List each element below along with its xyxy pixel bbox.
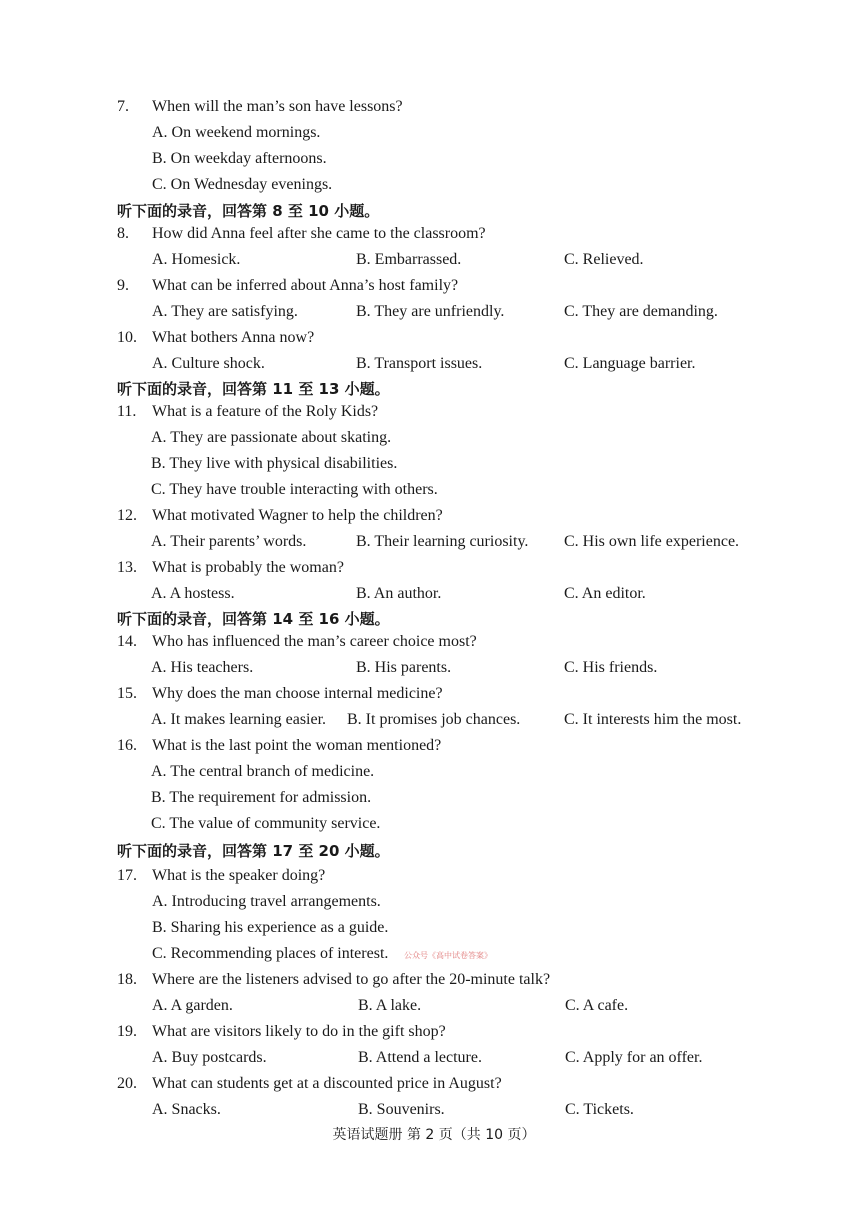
option: B. Transport issues. [356,355,483,372]
question-text: Where are the listeners advised to go after the 20-minute talk? [152,971,551,988]
option: B. Embarrassed. [356,251,462,268]
question-number: 9. [117,277,129,294]
section-instruction: 听下面的录音，回答第 11 至 13 小题。 [117,380,390,398]
option: B. A lake. [358,997,422,1014]
question-number: 13. [117,559,137,576]
question-8 [117,224,486,244]
option: A. A garden. [152,997,233,1014]
question-text: What is a feature of the Roly Kids? [152,403,379,420]
question-text: What is the speaker doing? [152,867,326,884]
question-text: How did Anna feel after she came to the classroom? [152,225,486,242]
question-text: What can be inferred about Anna’s host family? [152,277,459,294]
option: C. A cafe. [565,997,629,1014]
option: B. Attend a lecture. [358,1049,482,1066]
option: C. His friends. [564,659,658,676]
option: A. His teachers. [151,659,254,676]
option: A. Their parents’ words. [151,533,307,550]
option: B. His parents. [356,659,452,676]
question-number: 17. [117,867,137,884]
question-number: 19. [117,1023,137,1040]
option: A. It makes learning easier. [151,711,327,728]
option: B. Souvenirs. [358,1101,445,1118]
option: A. The central branch of medicine. [151,763,375,780]
option: A. Introducing travel arrangements. [152,893,381,910]
question-11 [117,402,379,422]
option: A. On weekend mornings. [152,124,321,141]
question-number: 12. [117,507,137,524]
question-13 [117,558,344,578]
section-instruction: 听下面的录音，回答第 17 至 20 小题。 [117,842,390,860]
option: B. They live with physical disabilities. [151,455,398,472]
question-number: 16. [117,737,137,754]
option: A. Snacks. [152,1101,221,1118]
option: A. A hostess. [151,585,235,602]
option: C. It interests him the most. [564,711,742,728]
question-number: 18. [117,971,137,988]
question-15 [117,684,443,704]
question-number: 14. [117,633,137,650]
option: B. The requirement for admission. [151,789,372,806]
question-19 [117,1022,446,1042]
option: C. The value of community service. [151,815,381,832]
option: A. They are passionate about skating. [151,429,392,446]
question-12 [117,506,443,526]
option: C. His own life experience. [564,533,740,550]
question-9 [117,276,459,296]
question-text: Who has influenced the man’s career choice most? [152,633,477,650]
section-instruction: 听下面的录音，回答第 14 至 16 小题。 [117,610,390,628]
option: C. Language barrier. [564,355,696,372]
question-17 [117,866,326,886]
question-text: What motivated Wagner to help the children? [152,507,443,524]
question-text: What are visitors likely to do in the gift shop? [152,1023,446,1040]
option: C. Relieved. [564,251,644,268]
question-text: What can students get at a discounted price in August? [152,1075,502,1092]
question-7 [117,97,403,117]
option: B. Sharing his experience as a guide. [152,919,389,936]
option: B. They are unfriendly. [356,303,505,320]
question-14 [117,632,477,652]
page-footer: 英语试题册 第 2 页（共 10 页） [332,1127,536,1143]
option: C. Recommending places of interest. [152,945,389,962]
question-number: 7. [117,98,129,115]
question-text: What is probably the woman? [152,559,344,576]
option: B. On weekday afternoons. [152,150,327,167]
option: A. Culture shock. [152,355,265,372]
option: B. Their learning curiosity. [356,533,529,550]
option: C. They have trouble interacting with others. [151,481,438,498]
question-number: 8. [117,225,129,242]
option: C. They are demanding. [564,303,718,320]
option: A. They are satisfying. [152,303,298,320]
question-16 [117,736,442,756]
option: A. Homesick. [152,251,241,268]
question-10 [117,328,315,348]
question-number: 11. [117,403,137,420]
watermark-text: 公众号《高中试卷答案》 [404,951,492,960]
question-20 [117,1074,502,1094]
option: C. Apply for an offer. [565,1049,703,1066]
question-text: What is the last point the woman mentioned? [152,737,442,754]
section-instruction: 听下面的录音，回答第 8 至 10 小题。 [117,202,380,220]
question-number: 20. [117,1075,137,1092]
question-text: Why does the man choose internal medicine? [152,685,443,702]
question-text: What bothers Anna now? [152,329,315,346]
question-number: 15. [117,685,137,702]
question-text: When will the man’s son have lessons? [152,98,403,115]
option: B. An author. [356,585,442,602]
option: B. It promises job chances. [347,711,521,728]
question-18 [117,970,551,990]
option: C. An editor. [564,585,646,602]
option: C. On Wednesday evenings. [152,176,333,193]
question-number: 10. [117,329,137,346]
option: C. Tickets. [565,1101,634,1118]
option: A. Buy postcards. [152,1049,267,1066]
